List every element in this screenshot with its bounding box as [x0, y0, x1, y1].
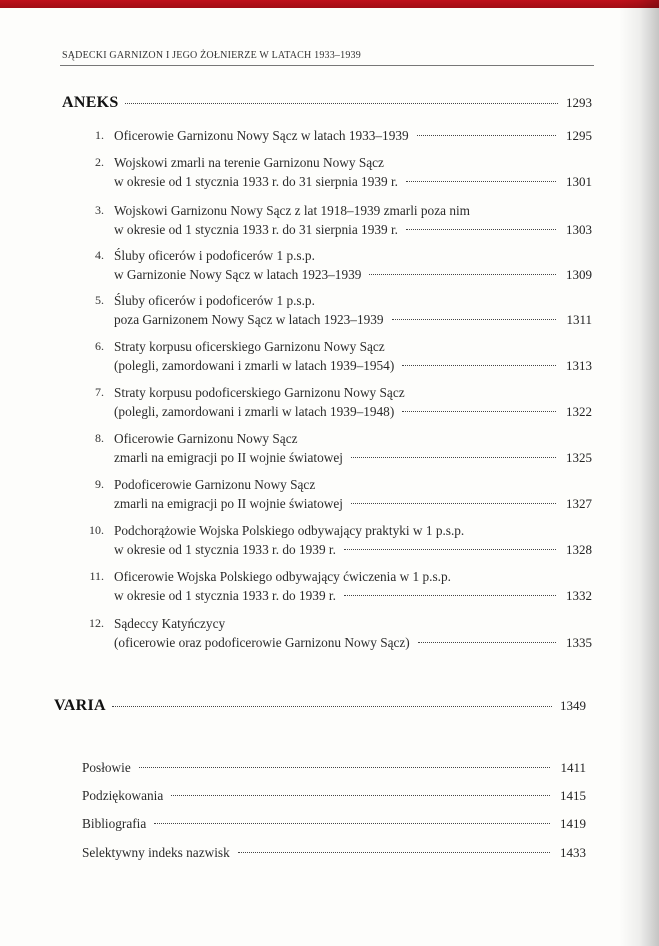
entry-line [114, 383, 592, 402]
toc-entry [66, 614, 592, 652]
dot-leader [369, 273, 556, 275]
dot-leader [154, 822, 550, 824]
entry-line [114, 429, 592, 448]
page-number: 1419 [560, 816, 586, 831]
dot-leader [125, 102, 558, 104]
entry-line [114, 586, 592, 605]
entry-line [114, 448, 592, 467]
dot-leader [351, 456, 556, 458]
page-number: 1433 [560, 845, 586, 860]
entry-body [114, 246, 592, 284]
entry-text: Oficerowie Garnizonu Nowy Sącz w latach 1933–1939 [114, 128, 409, 143]
entry-body [114, 429, 592, 467]
entry-body [114, 291, 592, 329]
dot-leader [406, 180, 556, 182]
section-heading-aneks [62, 94, 592, 112]
dot-leader [351, 502, 556, 504]
dot-leader [238, 851, 550, 853]
toc-entry [66, 201, 592, 239]
entry-line [114, 126, 592, 145]
entry-number: 2. [95, 155, 104, 169]
toc-entry [66, 246, 592, 284]
page-number: 1301 [566, 174, 592, 189]
toc-entry [66, 126, 592, 145]
entry-line [114, 291, 592, 310]
entry-text: Posłowie [82, 760, 131, 775]
entry-text: Śluby oficerów i podoficerów 1 p.s.p. [114, 293, 315, 308]
section-heading-varia [54, 697, 586, 715]
dot-leader [139, 766, 551, 768]
entry-number: 1. [95, 128, 104, 142]
entry-text: w okresie od 1 stycznia 1933 r. do 1939 r. [114, 588, 336, 603]
entry-line [114, 633, 592, 652]
entry-text: (polegli, zamordowani i zmarli w latach 1939–1948) [114, 404, 395, 419]
section-title: ANEKS [62, 94, 119, 111]
entry-text: Oficerowie Garnizonu Nowy Sącz [114, 431, 298, 446]
entry-line [114, 494, 592, 513]
toc-entry [66, 337, 592, 375]
entry-line [114, 153, 592, 172]
page-number: 1295 [566, 128, 592, 143]
entry-number: 5. [95, 293, 104, 307]
entry-text: Sądeccy Katyńczycy [114, 616, 226, 631]
entry-text: w okresie od 1 stycznia 1933 r. do 31 sierpnia 1939 r. [114, 174, 398, 189]
entry-line [114, 614, 592, 633]
entry-line [114, 402, 592, 421]
page-number: 1309 [566, 267, 592, 282]
dot-leader [402, 364, 556, 366]
page-number: 1328 [566, 542, 592, 557]
entry-number: 9. [95, 477, 104, 491]
entry-body [114, 153, 592, 191]
toc-entry [82, 845, 586, 861]
entry-text: Śluby oficerów i podoficerów 1 p.s.p. [114, 248, 315, 263]
entry-line [114, 356, 592, 375]
section-title: VARIA [54, 697, 106, 714]
entry-text: Bibliografia [82, 816, 147, 831]
page-number: 1293 [566, 95, 592, 110]
entry-line [114, 337, 592, 356]
page-gutter-shadow [619, 0, 659, 946]
dot-leader [418, 641, 556, 643]
page-number: 1415 [560, 788, 586, 803]
entry-text: Podziękowania [82, 788, 164, 803]
dot-leader [344, 548, 556, 550]
entry-body [114, 126, 592, 145]
entry-text: Wojskowi Garnizonu Nowy Sącz z lat 1918–1939 zmarli poza nim [114, 203, 471, 218]
entry-number: 3. [95, 203, 104, 217]
page-number: 1327 [566, 496, 592, 511]
dot-leader [392, 318, 557, 320]
entry-line [114, 567, 592, 586]
toc-entry [66, 291, 592, 329]
entry-number: 10. [89, 523, 104, 537]
toc-entry [82, 788, 586, 804]
entry-text: (oficerowie oraz podoficerowie Garnizonu Nowy Sącz) [114, 635, 410, 650]
entry-text: Podchorążowie Wojska Polskiego odbywający praktyki w 1 p.s.p. [114, 523, 465, 538]
entry-text: Straty korpusu oficerskiego Garnizonu Nowy Sącz [114, 339, 385, 354]
page-number: 1335 [566, 635, 592, 650]
entry-text: poza Garnizonem Nowy Sącz w latach 1923–1939 [114, 312, 384, 327]
dot-leader [402, 410, 556, 412]
entry-body [114, 567, 592, 605]
entry-text: Wojskowi zmarli na terenie Garnizonu Nowy Sącz [114, 155, 384, 170]
entry-number: 6. [95, 339, 104, 353]
entry-number: 8. [95, 431, 104, 445]
page-number: 1313 [566, 358, 592, 373]
dot-leader [171, 794, 550, 796]
header-rule [60, 65, 594, 66]
entry-text: Straty korpusu podoficerskiego Garnizonu Nowy Sącz [114, 385, 405, 400]
entry-line [114, 521, 592, 540]
page-number: 1411 [560, 760, 586, 775]
toc-entry [66, 567, 592, 605]
page-number: 1311 [566, 312, 592, 327]
running-header: SĄDECKI GARNIZON I JEGO ŻOŁNIERZE W LATACH 1933–1939 [62, 50, 361, 61]
entry-body [114, 337, 592, 375]
page-number: 1349 [560, 698, 586, 713]
entry-body [114, 475, 592, 513]
page-number: 1322 [566, 404, 592, 419]
dot-leader [417, 134, 556, 136]
toc-entry [82, 760, 586, 776]
toc-entry [66, 521, 592, 559]
book-cover-edge [0, 0, 659, 8]
entry-line [114, 475, 592, 494]
entry-body [114, 201, 592, 239]
entry-text: Selektywny indeks nazwisk [82, 845, 230, 860]
entry-line [114, 220, 592, 239]
entry-body [114, 383, 592, 421]
entry-line [114, 265, 592, 284]
entry-line [114, 540, 592, 559]
toc-entry [66, 475, 592, 513]
toc-entry [66, 153, 592, 191]
toc-entry [66, 429, 592, 467]
dot-leader [406, 228, 556, 230]
entry-line [114, 201, 592, 220]
entry-text: (polegli, zamordowani i zmarli w latach 1939–1954) [114, 358, 395, 373]
toc-entry [66, 383, 592, 421]
entry-number: 12. [89, 616, 104, 630]
entry-body [114, 521, 592, 559]
dot-leader [344, 594, 556, 596]
entry-line [114, 172, 592, 191]
entry-line [114, 310, 592, 329]
entry-text: w okresie od 1 stycznia 1933 r. do 1939 r. [114, 542, 336, 557]
entry-text: Oficerowie Wojska Polskiego odbywający ćwiczenia w 1 p.s.p. [114, 569, 451, 584]
entry-line [114, 246, 592, 265]
entry-text: w Garnizonie Nowy Sącz w latach 1923–1939 [114, 267, 362, 282]
entry-number: 11. [89, 569, 104, 583]
toc-entry [82, 816, 586, 832]
page-number: 1325 [566, 450, 592, 465]
entry-text: w okresie od 1 stycznia 1933 r. do 31 sierpnia 1939 r. [114, 222, 398, 237]
entry-text: Podoficerowie Garnizonu Nowy Sącz [114, 477, 316, 492]
page-number: 1303 [566, 222, 592, 237]
dot-leader [112, 705, 552, 707]
page-number: 1332 [566, 588, 592, 603]
entry-text: zmarli na emigracji po II wojnie światowej [114, 450, 343, 465]
entry-number: 4. [95, 248, 104, 262]
entry-number: 7. [95, 385, 104, 399]
entry-body [114, 614, 592, 652]
entry-text: zmarli na emigracji po II wojnie światowej [114, 496, 343, 511]
